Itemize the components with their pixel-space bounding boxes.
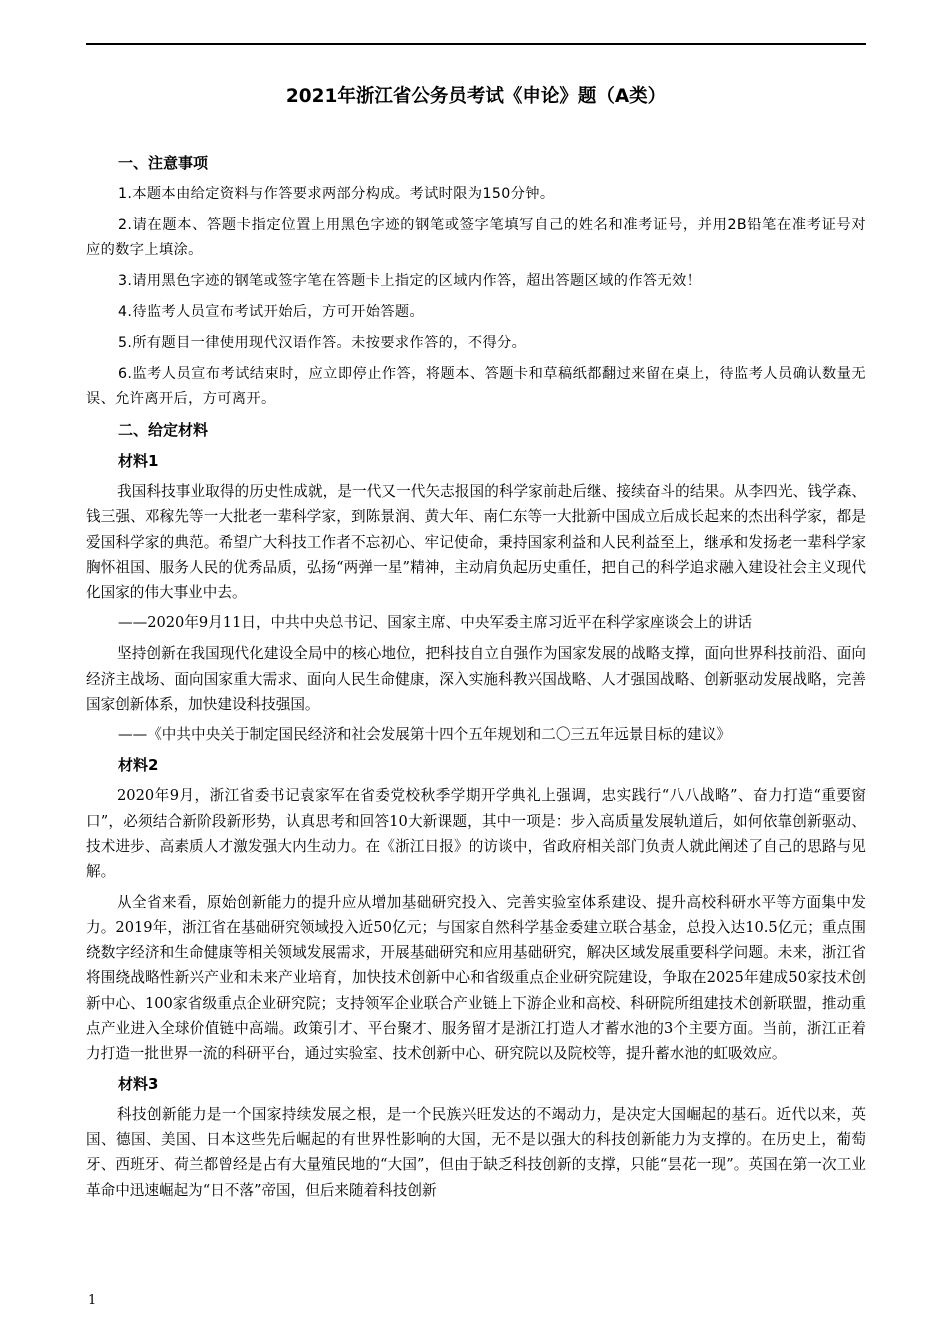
material-3-label: 材料3 [118, 1074, 159, 1093]
material-1-paragraph-1: 我国科技事业取得的历史性成就，是一代又一代矢志报国的科学家前赴后继、接续奋斗的结果。从李四光、钱学森、钱三强、邓稼先等一大批老一辈科学家，到陈景润、黄大年、南仁东等一大批新中国成立后成长起来的杰出科学家，都是爱国科学家的典范。希望广大科技工作者不忘初心、牢记使命，秉持国家利益和人民利益至上，继承和发扬老一辈科学家胸怀祖国、服务人民的优秀品质，弘扬“两弹一星”精神，主动肩负起历史重任，把自己的科学追求融入建设社会主义现代化国家的伟大事业中去。 [86, 483, 866, 602]
notice-item-5: 5.所有题目一律使用现代汉语作答。未按要求作答的，不得分。 [118, 335, 527, 351]
material-1-label: 材料1 [118, 452, 159, 470]
notice-heading: 一、注意事项 [118, 154, 209, 172]
notice-item-4: 4.待监考人员宣布考试开始后，方可开始答题。 [118, 304, 425, 320]
material-1-paragraph-2: 坚持创新在我国现代化建设全局中的核心地位，把科技自立自强作为国家发展的战略支撑，面向世界科技前沿、面向经济主战场、面向国家重大需求、面向人民生命健康，深入实施科教兴国战略、人才强国战略、创新驱动发展战略，完善国家创新体系，加快建设科技强国。 [86, 645, 866, 714]
material-3-paragraph-1: 科技创新能力是一个国家持续发展之根，是一个民族兴旺发达的不竭动力，是决定大国崛起的基石。近代以来，英国、德国、美国、日本这些先后崛起的有世界性影响的大国，无不是以强大的科技创新能力为支撑的。在历史上，葡萄牙、西班牙、荷兰都曾经是占有大量殖民地的“大国”，但由于缺乏科技创新的支撑，只能“昙花一现”。英国在第一次工业革命中迅速崛起为“日不落”帝国，但后来随着科技创新 [86, 1105, 866, 1199]
document-title: 2021年浙江省公务员考试《申论》题（A类） [285, 86, 667, 107]
notice-item-6: 6.监考人员宣布考试结束时，应立即停止作答，将题本、答题卡和草稿纸都翻过来留在桌上，待监考人员确认数量无误、允许离开后，方可离开。 [86, 366, 866, 407]
header-rule [86, 43, 866, 45]
material-2-label: 材料2 [118, 756, 159, 775]
material-1-source-2: ——《中共中央关于制定国民经济和社会发展第十四个五年规划和二〇三五年远景目标的建议》 [118, 726, 731, 744]
material-2-paragraph-1: 2020年9月，浙江省委书记袁家军在省委党校秋季学期开学典礼上强调，忠实践行“八八战略”、奋力打造“重要窗口”，必须结合新阶段新形势，认真思考和回答10大新课题，其中一项是：步入高质量发展轨道后，如何依靠创新驱动、技术进步、高素质人才激发强大内生动力。在《浙江日报》的访谈中，省政府相关部门负责人就此阐述了自己的思路与见解。 [86, 787, 866, 881]
notice-item-1: 1.本题本由给定资料与作答要求两部分构成。考试时限为150分钟。 [118, 186, 555, 202]
materials-heading: 二、给定材料 [118, 421, 209, 439]
page-number: 1 [88, 1293, 97, 1308]
notice-item-3: 3.请用黑色字迹的钢笔或签字笔在答题卡上指定的区域内作答，超出答题区域的作答无效！ [118, 273, 702, 289]
material-1-source-1: ——2020年9月11日，中共中央总书记、国家主席、中央军委主席习近平在科学家座谈会上的讲话 [118, 614, 753, 632]
notice-item-2: 2.请在题本、答题卡指定位置上用黑色字迹的钢笔或签字笔填写自己的姓名和准考证号，并用2B铅笔在准考证号对应的数字上填涂。 [86, 217, 866, 258]
document-body [86, 151, 866, 1208]
material-2-paragraph-2: 从全省来看，原始创新能力的提升应从增加基础研究投入、完善实验室体系建设、提升高校科研水平等方面集中发力。2019年，浙江省在基础研究领域投入近50亿元；与国家自然科学基金委建立联合基金，总投入达10.5亿元；重点围绕数字经济和生命健康等相关领域发展需求，开展基础研究和应用基础研究，解决区域发展重要科学问题。未来，浙江省将围绕战略性新兴产业和未来产业培育，加快技术创新中心和省级重点企业研究院建设，争取在2025年建成50家技术创新中心、100家省级重点企业研究院；支持领军企业联合产业链上下游企业和高校、科研院所组建技术创新联盟，推动重点产业进入全球价值链中高端。政策引才、平台聚才、服务留才是浙江打造人才蓄水池的3个主要方面。当前，浙江正着力打造一批世界一流的科研平台，通过实验室、技术创新中心、研究院以及院校等，提升蓄水池的虹吸效应。 [86, 893, 866, 1063]
